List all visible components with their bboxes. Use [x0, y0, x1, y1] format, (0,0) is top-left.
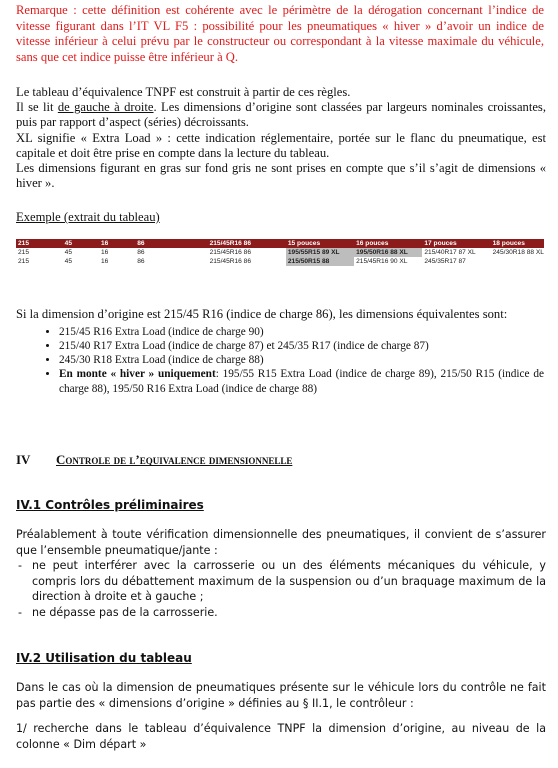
table-header-cell: 215 — [16, 239, 63, 248]
section-iv1-body — [16, 527, 546, 621]
table-cell: 215 — [18, 249, 30, 256]
table-header-cell: 86 — [135, 239, 207, 248]
table-header-cell: 18 pouces — [491, 239, 544, 248]
table-header-cell: 17 pouces — [422, 239, 490, 248]
table-row — [16, 248, 544, 257]
intro-paragraph-1: Le tableau d’équivalence TNPF est construit à partir de ces règles. — [16, 85, 351, 99]
section-iv2-body — [16, 680, 546, 752]
table-cell: 215/45R16 90 XL — [356, 258, 408, 265]
table-cell: 86 — [137, 258, 145, 265]
example-title: Exemple (extrait du tableau) — [16, 210, 160, 224]
list-item: • 245/30 R18 Extra Load (indice de charge 88) — [59, 353, 544, 367]
list-item: - ne dépasse pas de la carrosserie. — [16, 605, 546, 621]
table-cell: 215/50R15 88 — [286, 257, 354, 266]
table-cell — [491, 257, 544, 266]
list-item: - ne peut interférer avec la carrosserie ou un des éléments mécaniques du véhicule, y compris lors du débattement maximum de la suspension ou d’un braquage maximum de la direction à droite et à gauche ; — [16, 558, 546, 605]
table-header-cell: 16 — [99, 239, 135, 248]
winter-label: En monte « hiver » uniquement — [59, 368, 216, 381]
section-iv-title: Controle de l’equivalence dimensionnelle — [56, 452, 293, 467]
table-header-row — [16, 239, 544, 248]
section-iv-heading — [16, 452, 292, 468]
table-cell: 215/45R16 86 — [209, 249, 251, 256]
table-cell: 215/45R16 86 — [209, 258, 251, 265]
intro-p2-underlined: de gauche à droite — [57, 100, 154, 115]
intro-section — [16, 85, 546, 191]
list-item: • 215/45 R16 Extra Load (indice de charge 90) — [59, 325, 544, 339]
consequence-intro: Si la dimension d’origine est 215/45 R16 (indice de charge 86), les dimensions équivalentes sont: — [16, 307, 508, 321]
table-body — [16, 248, 544, 266]
section-iv1-heading: IV.1 Contrôles préliminaires — [16, 498, 204, 512]
section-iv2-paragraph-2: 1/ recherche dans le tableau d’équivalence TNPF la dimension d’origine, au niveau de la colonne « Dim départ » — [16, 722, 546, 751]
table-header-cell: 45 — [63, 239, 99, 248]
table-cell: 45 — [64, 249, 73, 256]
consequence-section — [16, 307, 544, 396]
intro-p2-end: . Les dimensions d’origine sont classées par largeurs nominales croissantes, puis par rapport d’aspect (séries) décroissants. — [16, 100, 546, 130]
section-iv2-paragraph-1: Dans le cas où la dimension de pneumatiques présente sur le véhicule lors du contrôle ne fait pas partie des « dimensions d’origine » définies au § II.1, le contrôleur : — [16, 681, 546, 710]
table-header-cell: 15 pouces — [286, 239, 354, 248]
intro-paragraph-4: Les dimensions figurant en gras sur fond gris ne sont prises en compte que s’il s’agit de dimensions « hiver ». — [16, 161, 546, 191]
section-iv-number: IV — [16, 452, 31, 467]
table-cell: 195/55R15 89 XL — [286, 248, 354, 257]
remark-paragraph: Remarque : cette définition est cohérente avec le périmètre de la dérogation concernant l’indice de vitesse figurant dans l’IT VL F5 : possibilité pour les pneumatiques « hiver » d’avoir un indice de vitesse inférieur à celui prévu par le constructeur ou correspondant à la vitesse maximale du véhicule, sans que cet indice puisse être inférieur à Q. — [16, 3, 544, 64]
table-header-cell: 16 pouces — [354, 239, 422, 248]
equivalent-dimensions-list — [16, 325, 544, 396]
table-cell: 16 — [100, 249, 109, 256]
section-iv1-intro: Préalablement à toute vérification dimensionnelle des pneumatiques, il convient de s’assurer que l’ensemble pneumatique/jante : — [16, 528, 546, 557]
table-cell: 245/30R18 88 XL — [492, 249, 544, 256]
winter-dimensions: : 195/55 R15 Extra Load (indice de charge 89), 215/50 R15 (indice de charge 88), 195/50 R16 Extra Load (indice de charge 88) — [59, 368, 544, 395]
equivalence-table — [16, 239, 544, 266]
table-cell: 16 — [100, 258, 109, 265]
table-cell: 215/40R17 87 XL — [424, 249, 476, 256]
intro-paragraph-2 — [16, 100, 546, 130]
table-cell: 195/50R16 88 XL — [354, 248, 422, 257]
intro-paragraph-3: XL signifie « Extra Load » : cette indication réglementaire, portée sur le flanc du pneumatique, est capitale et doit être prise en compte dans la lecture du tableau. — [16, 130, 546, 160]
table-row — [16, 257, 544, 266]
list-item: • 215/40 R17 Extra Load (indice de charge 87) et 245/35 R17 (indice de charge 87) — [59, 339, 544, 353]
intro-p2-start: Il se lit — [16, 100, 58, 115]
table-header-cell: 215/45R16 86 — [208, 239, 286, 248]
section-iv2-heading: IV.2 Utilisation du tableau — [16, 651, 192, 665]
list-item-winter — [59, 367, 544, 396]
table-cell: 215 — [18, 258, 30, 265]
table-cell: 86 — [137, 249, 145, 256]
table-cell: 45 — [64, 258, 73, 265]
table-cell: 245/35R17 87 — [424, 258, 466, 265]
preliminary-checks-list — [16, 558, 546, 620]
